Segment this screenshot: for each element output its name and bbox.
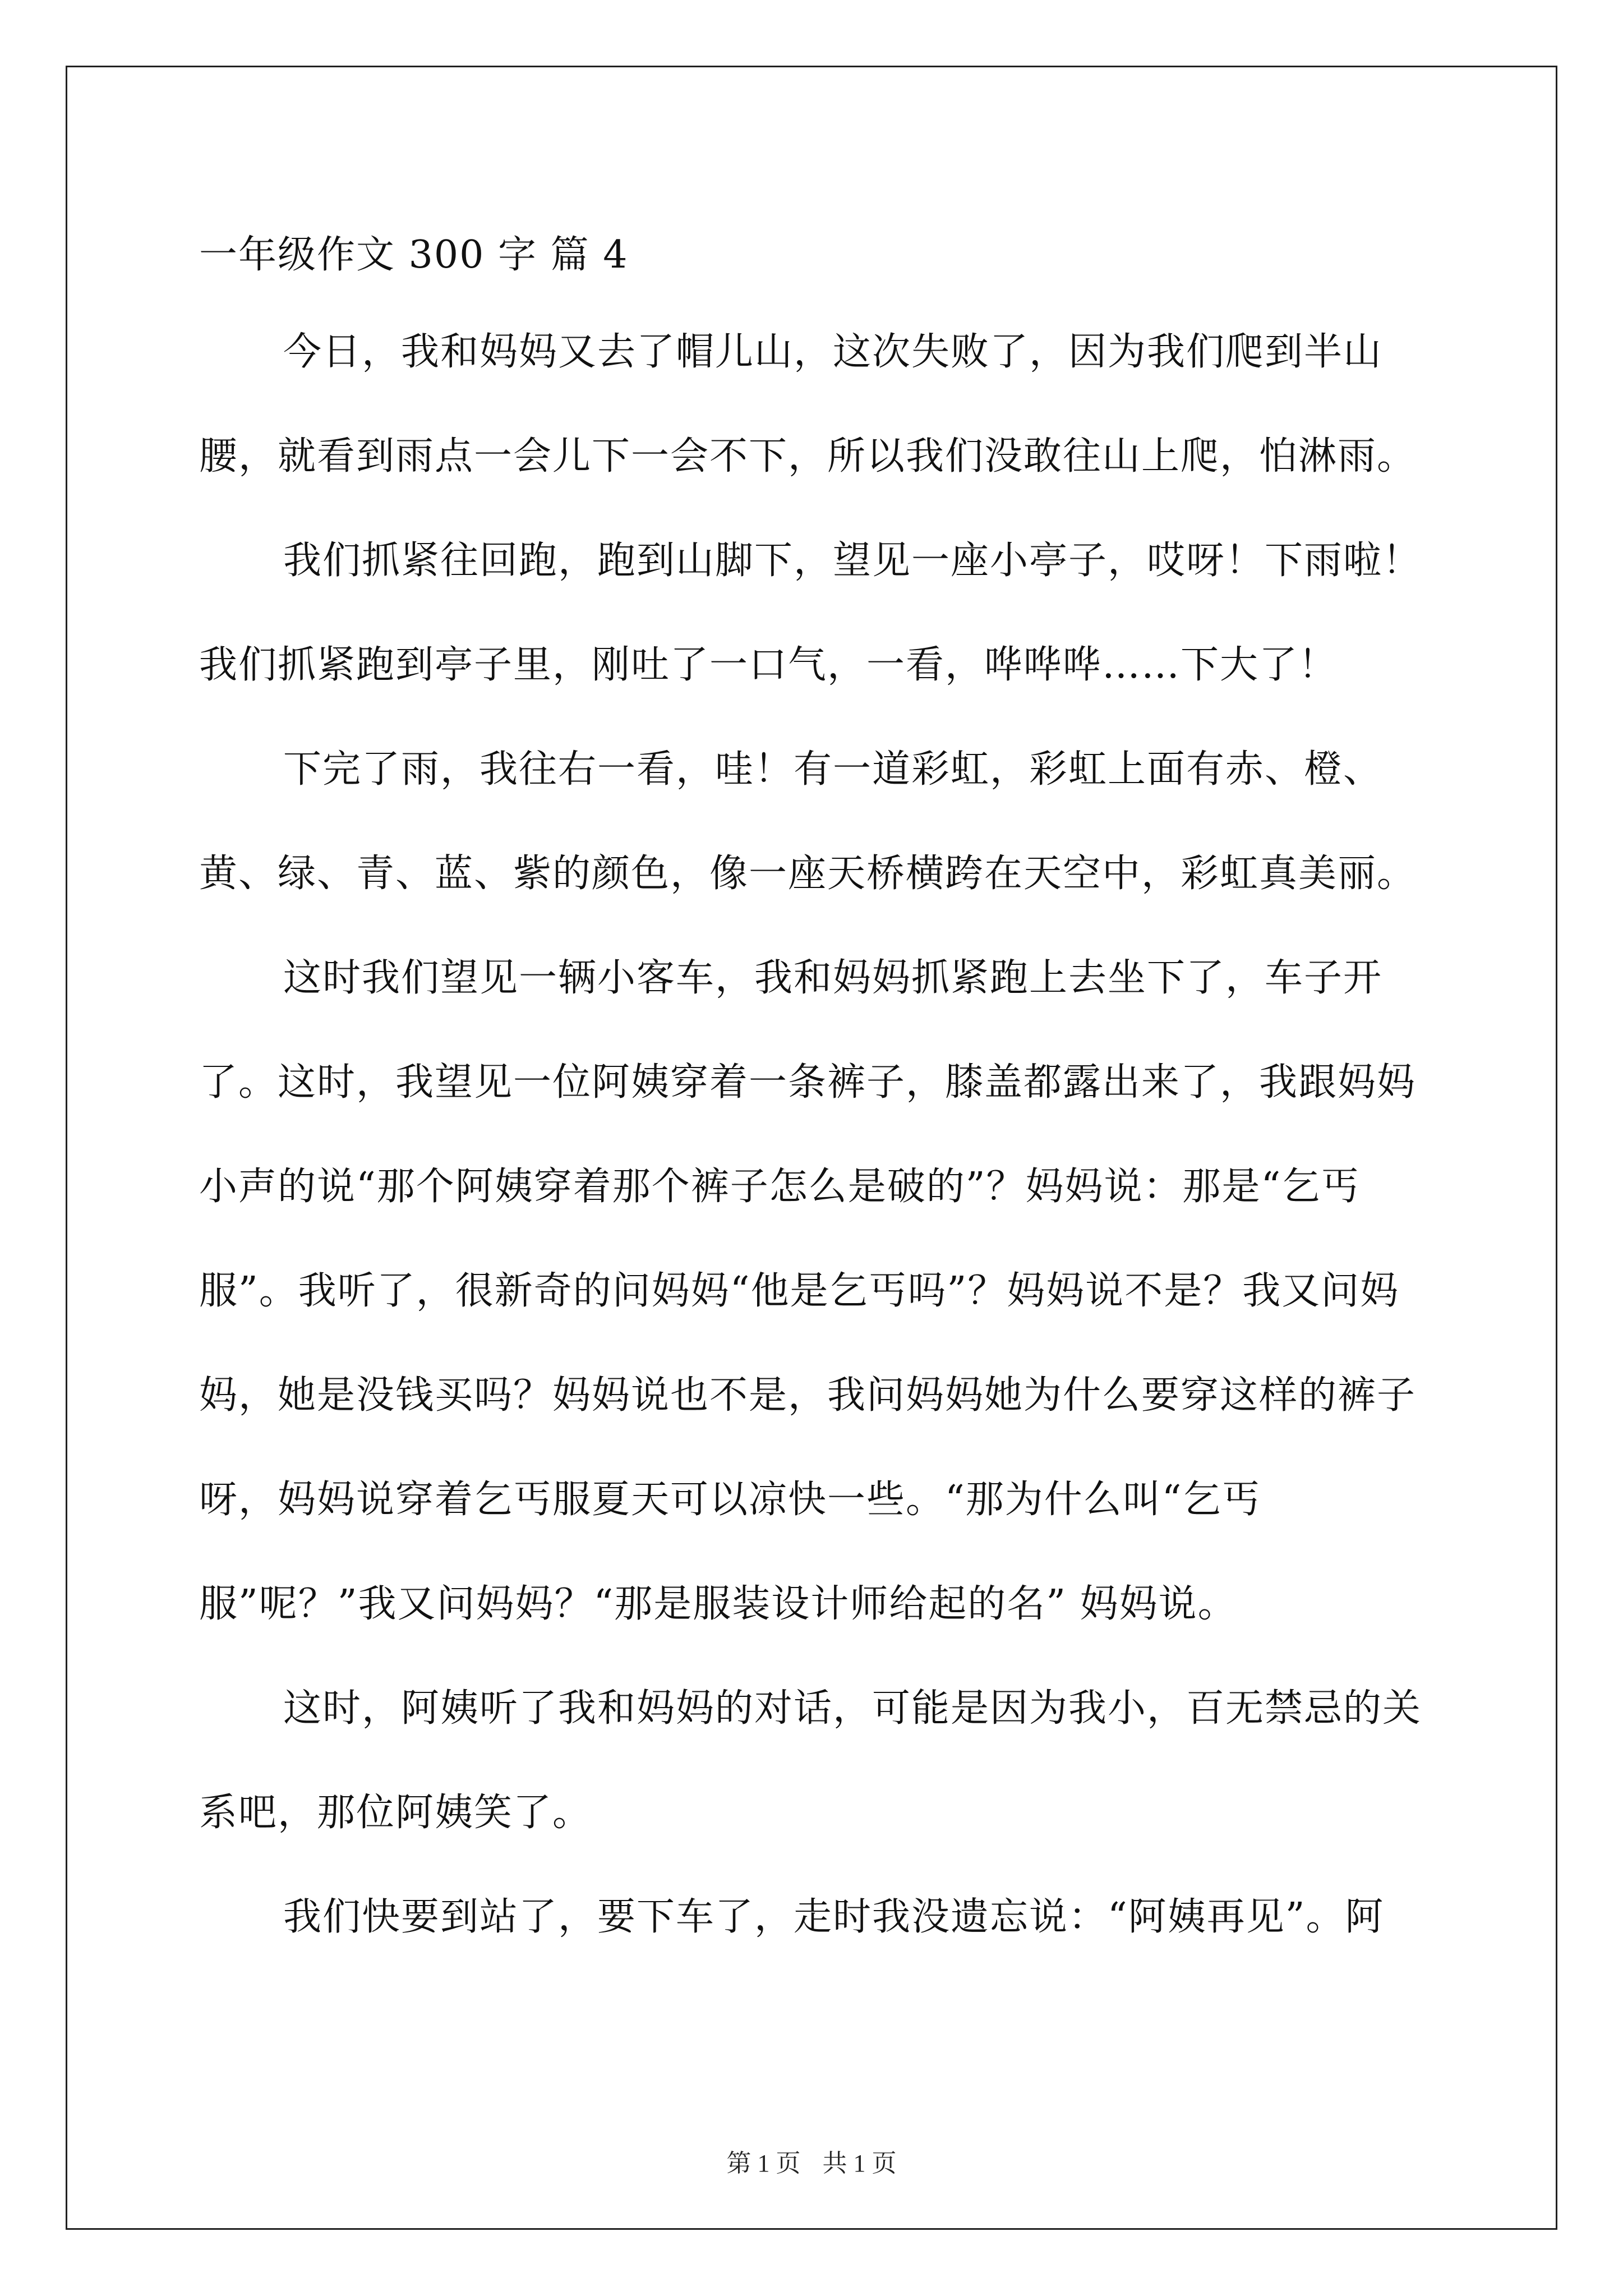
page-number: 第 1 页: [726, 2150, 801, 2177]
paragraph: 我们快要到站了，要下车了，走时我没遗忘说：“阿姨再见”。阿: [283, 1895, 1385, 1939]
paragraph: 这时我们望见一辆小客车，我和妈妈抓紧跑上去坐下了，车子开了。这时，我望见一位阿姨穿着一条裤子，膝盖都露出来了，我跟妈妈小声的说“那个阿姨穿着那个裤子怎么是破的”？妈妈说：那是“乞丐服”。我听了，很新奇的问妈妈“他是乞丐吗”？妈妈说不是？我又问妈妈，她是没钱买吗？妈妈说也不是，我问妈妈她为什么要穿这样的裤子呀，妈妈说穿着乞丐服夏天可以凉快一些。“那为什么叫“乞丐服”呢？”我又问妈妈？“那是服装设计师给起的名” 妈妈说。: [199, 956, 1417, 1626]
paragraph: 下完了雨，我往右一看，哇！有一道彩虹，彩虹上面有赤、橙、黄、绿、青、蓝、紫的颜色，像一座天桥横跨在天空中，彩虹真美丽。: [199, 747, 1417, 896]
document-body: [199, 210, 1433, 1970]
document-title: 一年级作文 300 字 篇 4: [199, 233, 629, 277]
page-total: 共 1 页: [822, 2150, 897, 2177]
paragraph: 我们抓紧往回跑，跑到山脚下，望见一座小亭子，哎呀！下雨啦！我们抓紧跑到亭子里，刚吐了一口气，一看，哗哗哗……下大了！: [199, 539, 1422, 687]
paragraph: 今日，我和妈妈又去了帽儿山，这次失败了，因为我们爬到半山腰，就看到雨点一会儿下一会不下，所以我们没敢往山上爬，怕淋雨。: [199, 330, 1417, 478]
page-footer: [0, 2143, 1623, 2179]
paragraph: 这时，阿姨听了我和妈妈的对话，可能是因为我小，百无禁忌的关系吧，那位阿姨笑了。: [199, 1686, 1422, 1835]
